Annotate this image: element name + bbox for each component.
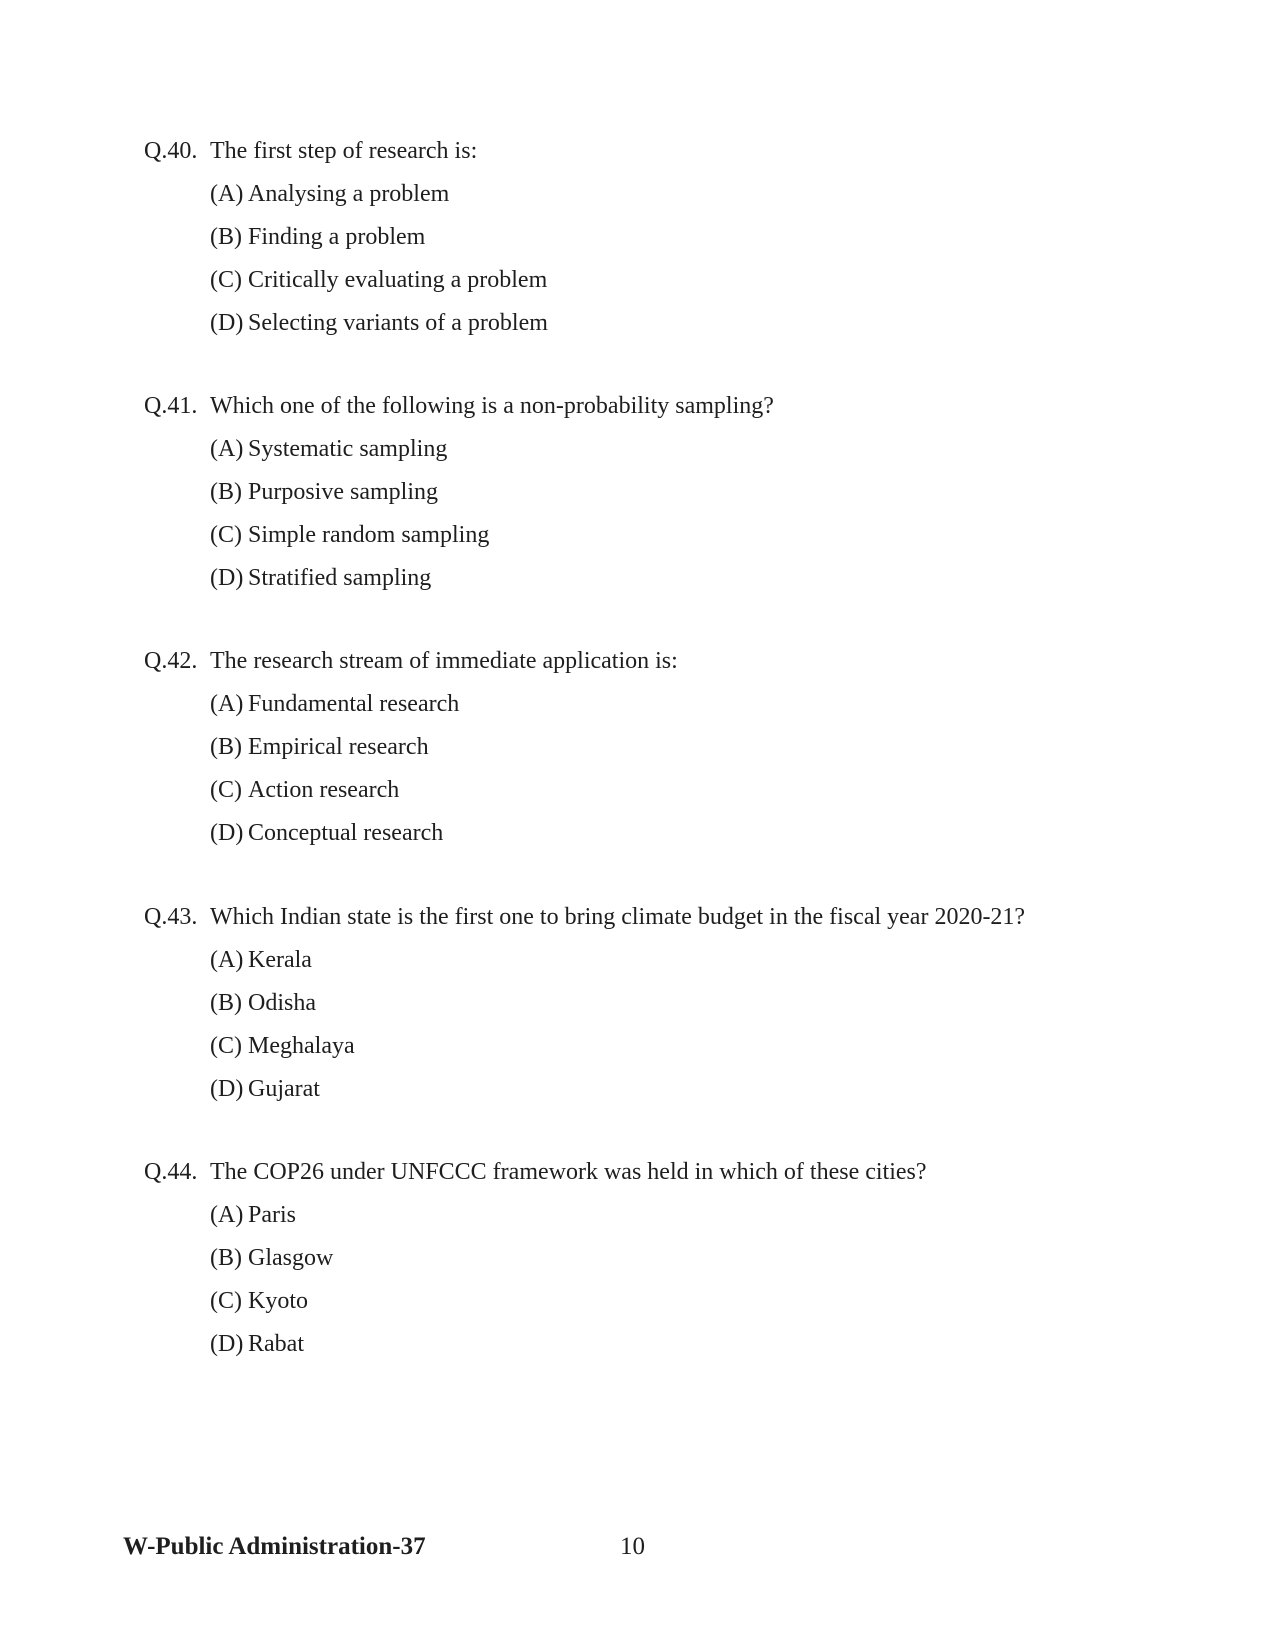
option-letter: (B) [210, 1245, 242, 1271]
option-c [210, 265, 1144, 295]
option-text: Kyoto [248, 1288, 308, 1314]
question-number: Q.43. [144, 904, 198, 930]
option-letter: (A) [210, 436, 244, 462]
option-list [144, 179, 1144, 338]
question-text: The research stream of immediate application is: [210, 648, 678, 674]
question-number: Q.44. [144, 1159, 198, 1185]
question-41 [144, 391, 1144, 593]
option-text: Finding a problem [248, 224, 426, 250]
question-header [144, 646, 1144, 676]
footer-page-number: 10 [620, 1533, 645, 1560]
option-letter: (C) [210, 267, 242, 293]
option-letter: (B) [210, 224, 242, 250]
option-a [210, 689, 1144, 719]
option-letter: (B) [210, 734, 242, 760]
option-letter: (D) [210, 1076, 244, 1102]
option-list [144, 945, 1144, 1104]
question-header [144, 1157, 1144, 1187]
option-letter: (C) [210, 1033, 242, 1059]
option-list [144, 1200, 1144, 1359]
option-text: Fundamental research [248, 691, 460, 717]
question-43 [144, 902, 1144, 1104]
question-header [144, 902, 1144, 932]
option-text: Meghalaya [248, 1033, 355, 1059]
option-letter: (A) [210, 1202, 244, 1228]
option-letter: (B) [210, 479, 242, 505]
option-letter: (B) [210, 990, 242, 1016]
option-letter: (C) [210, 1288, 242, 1314]
option-text: Empirical research [248, 734, 429, 760]
question-42 [144, 646, 1144, 848]
option-text: Analysing a problem [248, 181, 450, 207]
option-letter: (D) [210, 565, 244, 591]
option-c [210, 1286, 1144, 1316]
option-c [210, 520, 1144, 550]
option-text: Conceptual research [248, 820, 444, 846]
option-letter: (A) [210, 181, 244, 207]
option-text: Systematic sampling [248, 436, 448, 462]
option-text: Stratified sampling [248, 565, 432, 591]
option-b [210, 732, 1144, 762]
option-letter: (A) [210, 947, 244, 973]
question-44 [144, 1157, 1144, 1359]
option-letter: (D) [210, 310, 244, 336]
question-number: Q.41. [144, 393, 198, 419]
footer-paper-title: W-Public Administration-37 [123, 1533, 426, 1560]
option-d [210, 1329, 1144, 1359]
option-text: Odisha [248, 990, 316, 1016]
option-text: Purposive sampling [248, 479, 438, 505]
option-d [210, 1074, 1144, 1104]
option-d [210, 563, 1144, 593]
option-d [210, 308, 1144, 338]
option-a [210, 179, 1144, 209]
option-text: Rabat [248, 1331, 304, 1357]
question-number: Q.42. [144, 648, 198, 674]
option-b [210, 477, 1144, 507]
option-d [210, 818, 1144, 848]
question-text: The first step of research is: [210, 138, 478, 164]
option-letter: (C) [210, 522, 242, 548]
question-header [144, 136, 1144, 166]
option-text: Simple random sampling [248, 522, 490, 548]
option-b [210, 988, 1144, 1018]
question-text: The COP26 under UNFCCC framework was held in which of these cities? [210, 1159, 927, 1185]
option-c [210, 775, 1144, 805]
option-a [210, 434, 1144, 464]
question-text: Which Indian state is the first one to bring climate budget in the fiscal year 2020-21? [210, 904, 1026, 930]
option-text: Selecting variants of a problem [248, 310, 548, 336]
question-40 [144, 136, 1144, 338]
option-b [210, 222, 1144, 252]
option-letter: (C) [210, 777, 242, 803]
option-b [210, 1243, 1144, 1273]
option-text: Gujarat [248, 1076, 320, 1102]
question-number: Q.40. [144, 138, 198, 164]
option-a [210, 1200, 1144, 1230]
option-text: Critically evaluating a problem [248, 267, 548, 293]
option-letter: (D) [210, 1331, 244, 1357]
option-text: Paris [248, 1202, 296, 1228]
option-letter: (D) [210, 820, 244, 846]
option-text: Glasgow [248, 1245, 334, 1271]
option-text: Kerala [248, 947, 312, 973]
option-list [144, 434, 1144, 593]
option-text: Action research [248, 777, 400, 803]
question-text: Which one of the following is a non-probability sampling? [210, 393, 774, 419]
option-list [144, 689, 1144, 848]
option-c [210, 1031, 1144, 1061]
option-letter: (A) [210, 691, 244, 717]
question-header [144, 391, 1144, 421]
option-a [210, 945, 1144, 975]
